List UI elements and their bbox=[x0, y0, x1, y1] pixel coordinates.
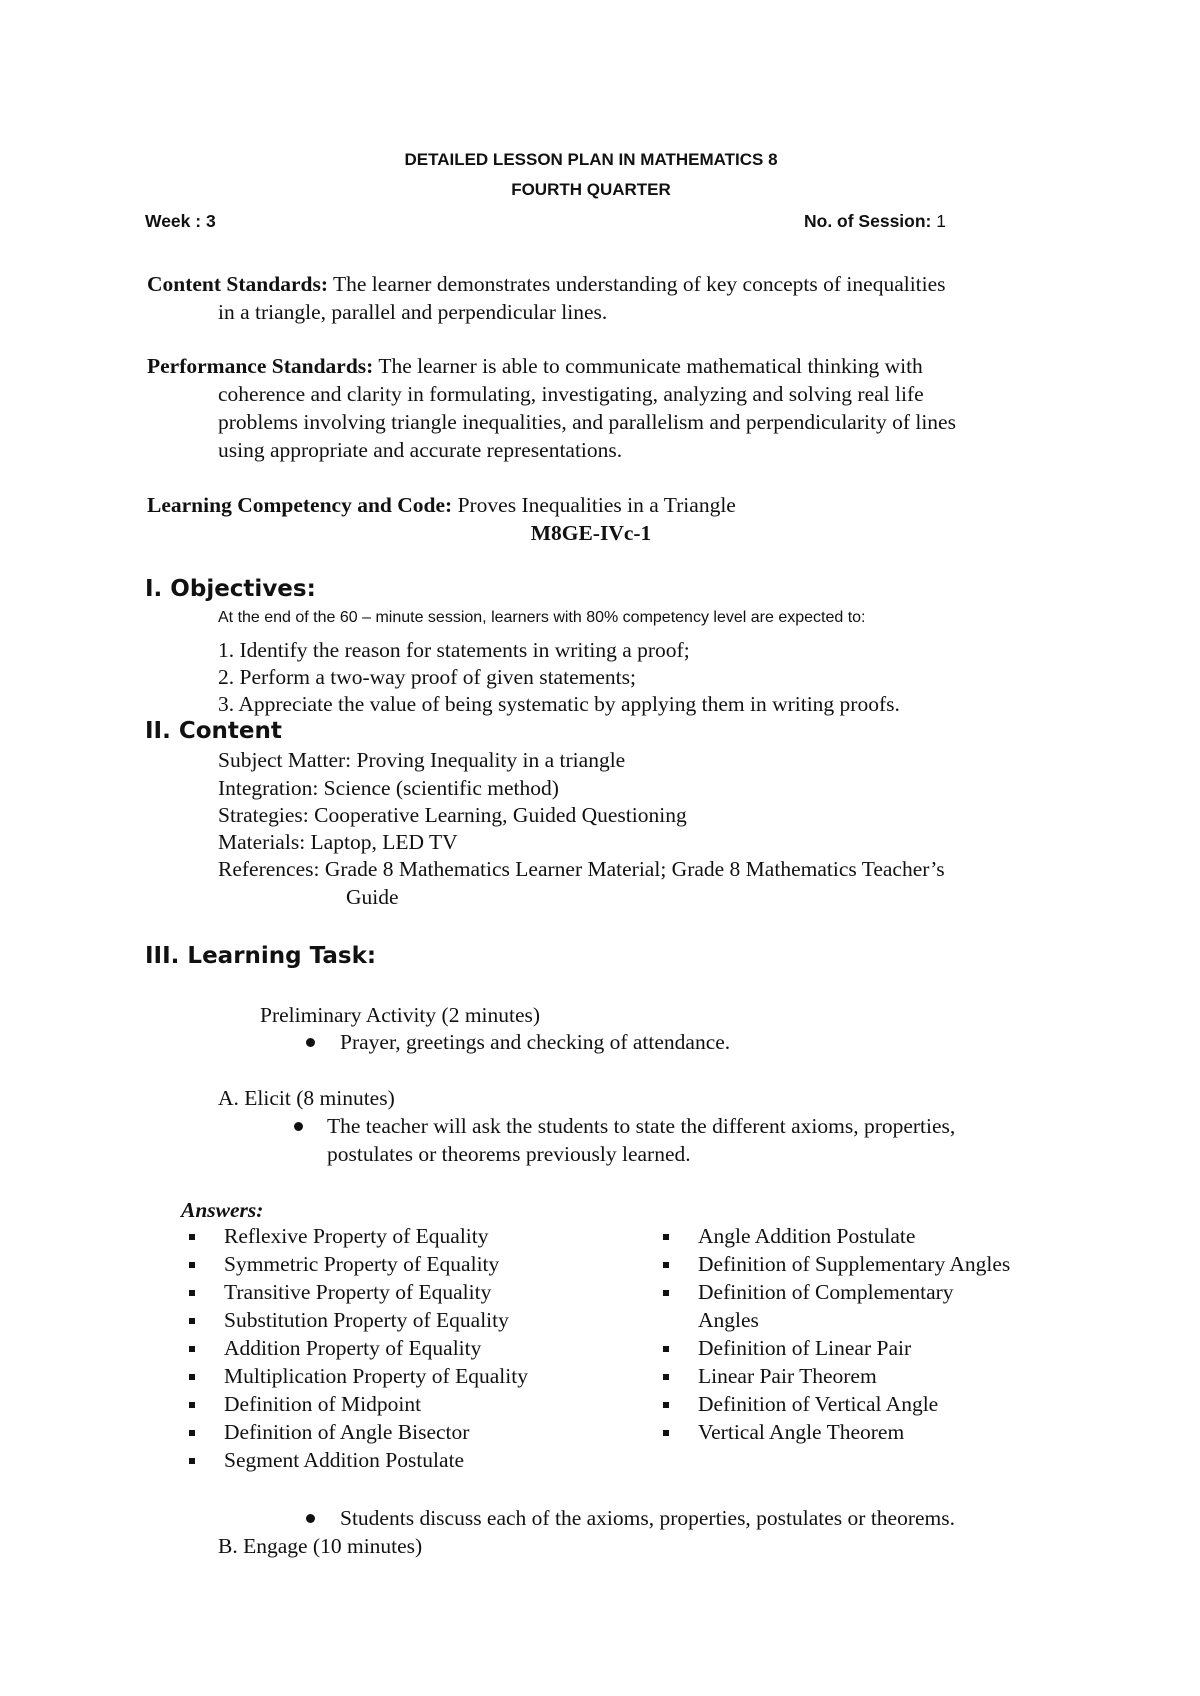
answer-item: Symmetric Property of Equality bbox=[224, 1252, 500, 1276]
square-bullet-icon bbox=[663, 1234, 669, 1240]
square-bullet-icon bbox=[663, 1374, 669, 1380]
performance-standards-line3: problems involving triangle inequalities, and parallelism and perpendicularity of lines bbox=[218, 410, 956, 434]
bullet-dot-icon bbox=[306, 1514, 315, 1523]
square-bullet-icon bbox=[189, 1234, 195, 1240]
performance-standards bbox=[147, 354, 923, 379]
objective-item: 2. Perform a two-way proof of given statements; bbox=[218, 665, 636, 689]
elicit-bullet-line1: The teacher will ask the students to state the different axioms, properties, bbox=[327, 1114, 956, 1138]
answer-item: Linear Pair Theorem bbox=[698, 1364, 877, 1388]
strategies: Strategies: Cooperative Learning, Guided Questioning bbox=[218, 803, 687, 827]
square-bullet-icon bbox=[189, 1458, 195, 1464]
square-bullet-icon bbox=[189, 1346, 195, 1352]
bullet-dot-icon bbox=[294, 1122, 303, 1131]
content-standards bbox=[147, 272, 946, 297]
sessions-label-text: No. of Session: bbox=[804, 211, 932, 231]
answers-label: Answers: bbox=[181, 1198, 264, 1222]
square-bullet-icon bbox=[663, 1402, 669, 1408]
objectives-heading: I. Objectives: bbox=[145, 576, 316, 602]
performance-standards-label: Performance Standards: bbox=[147, 354, 374, 378]
integration: Integration: Science (scientific method) bbox=[218, 776, 559, 800]
answer-item: Definition of Midpoint bbox=[224, 1392, 422, 1416]
sessions-label bbox=[804, 211, 946, 232]
answer-item: Vertical Angle Theorem bbox=[698, 1420, 905, 1444]
content-heading: II. Content bbox=[145, 718, 282, 744]
references-line2: Guide bbox=[346, 885, 399, 909]
answer-item: Segment Addition Postulate bbox=[224, 1448, 465, 1472]
performance-standards-line4: using appropriate and accurate representations. bbox=[218, 438, 623, 462]
square-bullet-icon bbox=[189, 1374, 195, 1380]
subject-matter: Subject Matter: Proving Inequality in a triangle bbox=[218, 748, 626, 772]
square-bullet-icon bbox=[189, 1430, 195, 1436]
square-bullet-icon bbox=[663, 1290, 669, 1296]
answer-item-continued: Angles bbox=[698, 1308, 759, 1332]
discuss-bullet: Students discuss each of the axioms, properties, postulates or theorems. bbox=[340, 1506, 956, 1530]
performance-standards-line2: coherence and clarity in formulating, investigating, analyzing and solving real life bbox=[218, 382, 924, 406]
performance-standards-line1: The learner is able to communicate mathematical thinking with bbox=[378, 354, 923, 378]
engage-heading: B. Engage (10 minutes) bbox=[218, 1534, 423, 1558]
square-bullet-icon bbox=[189, 1402, 195, 1408]
answer-item: Definition of Complementary bbox=[698, 1280, 954, 1304]
square-bullet-icon bbox=[189, 1318, 195, 1324]
answer-item: Definition of Linear Pair bbox=[698, 1336, 912, 1360]
content-standards-line1: The learner demonstrates understanding of key concepts of inequalities bbox=[333, 272, 946, 296]
preliminary-bullet: Prayer, greetings and checking of attendance. bbox=[340, 1030, 731, 1054]
learning-task-heading: III. Learning Task: bbox=[145, 943, 377, 969]
answer-item: Transitive Property of Equality bbox=[224, 1280, 492, 1304]
square-bullet-icon bbox=[663, 1262, 669, 1268]
answer-item: Definition of Vertical Angle bbox=[698, 1392, 939, 1416]
square-bullet-icon bbox=[663, 1430, 669, 1436]
square-bullet-icon bbox=[663, 1346, 669, 1352]
materials: Materials: Laptop, LED TV bbox=[218, 830, 458, 854]
answer-item: Multiplication Property of Equality bbox=[224, 1364, 528, 1388]
objective-item: 3. Appreciate the value of being systematic by applying them in writing proofs. bbox=[218, 692, 900, 716]
answer-item: Substitution Property of Equality bbox=[224, 1308, 509, 1332]
references-line1: References: Grade 8 Mathematics Learner Material; Grade 8 Mathematics Teacher’s bbox=[218, 857, 945, 881]
objectives-intro: At the end of the 60 – minute session, learners with 80% competency level are expected to: bbox=[218, 609, 866, 626]
objective-item: 1. Identify the reason for statements in writing a proof; bbox=[218, 638, 690, 662]
answer-item: Addition Property of Equality bbox=[224, 1336, 482, 1360]
competency-code: M8GE-IVc-1 bbox=[530, 521, 652, 545]
answer-item: Reflexive Property of Equality bbox=[224, 1224, 489, 1248]
preliminary-activity: Preliminary Activity (2 minutes) bbox=[260, 1003, 541, 1027]
document-title: DETAILED LESSON PLAN IN MATHEMATICS 8 bbox=[404, 150, 778, 169]
square-bullet-icon bbox=[189, 1262, 195, 1268]
answer-item: Definition of Angle Bisector bbox=[224, 1420, 470, 1444]
competency-label: Learning Competency and Code: bbox=[147, 493, 453, 517]
elicit-bullet-line2: postulates or theorems previously learned. bbox=[327, 1142, 691, 1166]
learning-competency bbox=[147, 493, 736, 518]
content-standards-line2: in a triangle, parallel and perpendicular lines. bbox=[218, 300, 608, 324]
week-label: Week : 3 bbox=[145, 211, 216, 231]
bullet-dot-icon bbox=[306, 1038, 315, 1047]
answer-item: Definition of Supplementary Angles bbox=[698, 1252, 1011, 1276]
square-bullet-icon bbox=[189, 1290, 195, 1296]
sessions-value: 1 bbox=[936, 211, 946, 231]
answer-item: Angle Addition Postulate bbox=[698, 1224, 916, 1248]
quarter-title: FOURTH QUARTER bbox=[511, 180, 671, 199]
competency-text: Proves Inequalities in a Triangle bbox=[457, 493, 736, 517]
elicit-heading: A. Elicit (8 minutes) bbox=[218, 1086, 395, 1110]
content-standards-label: Content Standards: bbox=[147, 272, 328, 296]
